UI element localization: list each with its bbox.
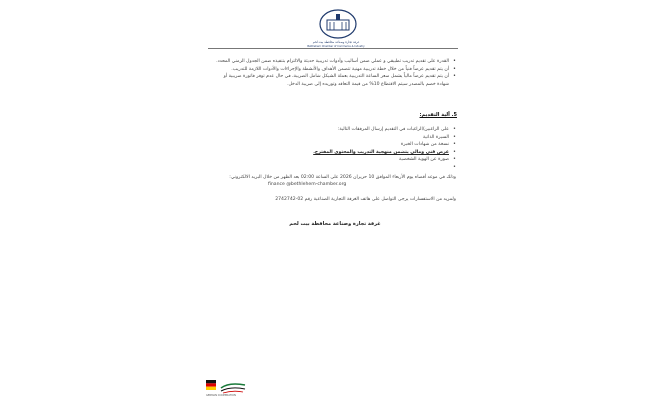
bullet-icon: • bbox=[453, 73, 456, 80]
deadline-text: وذلك في موعد أقصاه يوم الأربعاء الموافق 10 حزيران 2026 على الساعة 02:00 بعد الظهر من خلال البريد الالكتروني: bbox=[229, 175, 456, 180]
list-item: • عرض فني ومالي يتضمن منهجية التدريب والمحتوى المقترح. bbox=[313, 148, 456, 155]
bullet-icon: • bbox=[453, 58, 456, 64]
funder-english-text: GERMAN COOPERATION bbox=[206, 394, 236, 397]
bullet-icon: • bbox=[453, 156, 456, 163]
requirements-list bbox=[216, 58, 456, 88]
list-item: • على الراغبين/الراغبات في التقديم إرسال المرفقات التالية: bbox=[337, 126, 456, 132]
list-item: • صورة عن الهوية الشخصية bbox=[399, 156, 456, 163]
section-title: 5. آلية التقديم: bbox=[419, 112, 457, 118]
cooperation-logo-icon bbox=[219, 376, 247, 396]
inquiry-text: ولمزيد من الاستفسارات يرجى التواصل على هاتف الغرفة التجارية الصناعية رقم 02-2742742 bbox=[275, 197, 456, 202]
logo-arabic-text: غرفة تجارة وصناعة محافظة بيت لحم bbox=[312, 40, 360, 44]
german-flag-icon bbox=[206, 380, 216, 390]
list-item: • نسخة من شهادات الخبرة bbox=[400, 141, 456, 148]
bullet-icon: • bbox=[453, 148, 456, 155]
bullet-icon: • bbox=[453, 163, 456, 170]
requirement-item: • أن يتم تقديم عرضاً مالياً يشمل سعر الساعة التدريبية بعملة الشيكل شامل الضريبة، في حال عدم توفر فاتورة ضريبية أو شهادة خصم بالمصدر سيتم الاقتطاع 10% من قيمة التعاقد وتوريده إلى ضريبة الدخل. bbox=[223, 73, 456, 87]
requirement-item: • أن يتم تقديم عرضاً فنياً من خلال خطة تدريبية مهنية تتضمن الأهداف والأنشطة والإجراءات والأدوات اللازمة للتدريب. bbox=[231, 65, 456, 72]
bullet-icon: • bbox=[453, 133, 456, 140]
bullet-icon: • bbox=[453, 141, 456, 148]
email-link[interactable]: finance @bethlehem-chamber.org bbox=[268, 182, 347, 187]
bullet-icon: • bbox=[453, 65, 456, 72]
logo-english-text: Bethlehem Chamber of Commerce & Industry bbox=[307, 45, 365, 48]
header-divider bbox=[208, 48, 458, 49]
requirement-item: • القدرة على تقديم تدريب تطبيقي و عملي ضمن أساليب وأدوات تدريبية حديثة والالتزام بتنفيذه ضمن الجدول الزمني المحدد. bbox=[216, 58, 456, 64]
list-item: • السيرة الذاتية bbox=[422, 133, 456, 140]
chamber-logo-icon bbox=[318, 8, 358, 40]
bullet-icon: • bbox=[453, 126, 456, 132]
footer-signature: غرفة تجارة وصناعة محافظة بيت لحم bbox=[289, 221, 381, 227]
attachments-list bbox=[256, 126, 456, 170]
